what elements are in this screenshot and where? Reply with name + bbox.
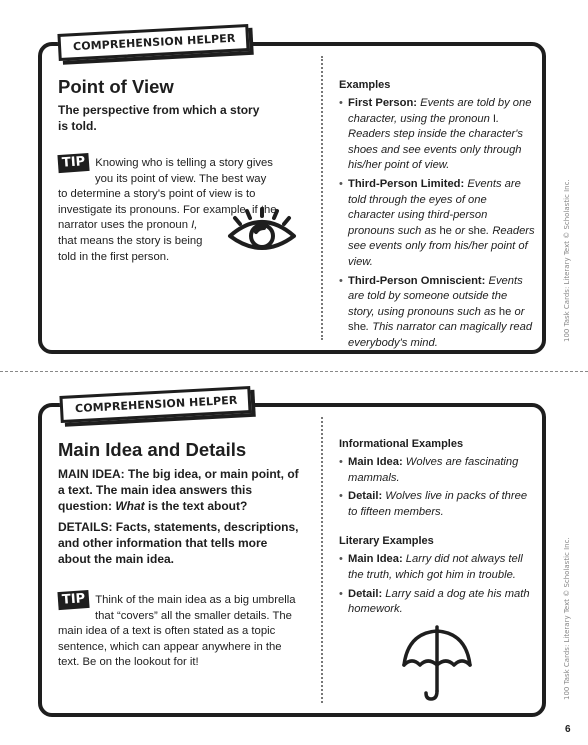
- copyright-line: 100 Task Cards: Literary Text © Scholastic Inc.: [563, 179, 571, 342]
- card-definition: The perspective from which a story is told.: [58, 103, 260, 133]
- informational-examples-list: [339, 455, 535, 520]
- examples-column: [339, 78, 535, 352]
- copyright-line: 100 Task Cards: Literary Text © Scholastic Inc.: [563, 537, 571, 700]
- examples-column: [339, 437, 535, 618]
- point-of-view-card: [38, 42, 546, 354]
- card-divider: [321, 56, 323, 340]
- tip-label: TIP: [57, 153, 89, 173]
- list-item: • Detail: Larry said a dog ate his math homework.: [339, 587, 535, 618]
- list-item: • Main Idea: Larry did not always tell the truth, which got him in trouble.: [339, 552, 535, 583]
- list-item: • Main Idea: Wolves are fascinating mammals.: [339, 455, 535, 486]
- tip-box: TIP Think of the main idea as a big umbrella that “covers” all the smaller details. The main idea of a text is often stated as a topic sentence, which can appear anywhere in the text. Be on the lookout for it!: [58, 591, 296, 669]
- details-definition: DETAILS: Facts, statements, descriptions, and other information that tells more about the main idea.: [58, 520, 299, 566]
- list-item: • Third-Person Limited: Events are told through the eyes of one character using third-person pronouns such as he or she. Readers see events only from his/her point of view.: [339, 177, 535, 271]
- cut-line: [0, 371, 588, 372]
- comprehension-helper-badge: COMPREHENSION HELPER: [57, 24, 249, 61]
- examples-list: [339, 96, 535, 352]
- card-left-column: [58, 439, 302, 671]
- main-idea-card: [38, 403, 546, 717]
- literary-examples-heading: Literary Examples: [339, 535, 434, 548]
- tip-label: TIP: [57, 590, 89, 610]
- main-idea-definition: MAIN IDEA: The big idea, or main point, of a text. The main idea answers this question: What is the text about?: [58, 467, 299, 513]
- tip-box: TIP Knowing who is telling a story gives you its point of view. The best way to determine a story's point of view is to investigate its pronouns. For example, if the narrator uses the pronoun I, that means the story is being told in the first person.: [58, 154, 277, 263]
- list-item: • Detail: Wolves live in packs of three to fifteen members.: [339, 489, 535, 520]
- literary-examples-list: [339, 552, 535, 617]
- list-item: • Third-Person Omniscient: Events are told by someone outside the story, using pronouns such as he or she. This narrator can magically read everybody's mind.: [339, 274, 535, 352]
- examples-heading: Examples: [339, 79, 391, 91]
- card-divider: [321, 417, 323, 703]
- card-title: Main Idea and Details: [58, 439, 247, 460]
- comprehension-helper-badge: COMPREHENSION HELPER: [59, 386, 251, 423]
- card-title: Point of View: [58, 76, 174, 97]
- informational-examples-heading: Informational Examples: [339, 438, 464, 450]
- list-item: • First Person: Events are told by one character, using the pronoun I. Readers step inside the character's shoes and see events only through his/her point of view.: [339, 96, 535, 174]
- eye-icon: [226, 206, 298, 260]
- umbrella-icon: [400, 625, 474, 703]
- page-number: 6: [565, 724, 571, 735]
